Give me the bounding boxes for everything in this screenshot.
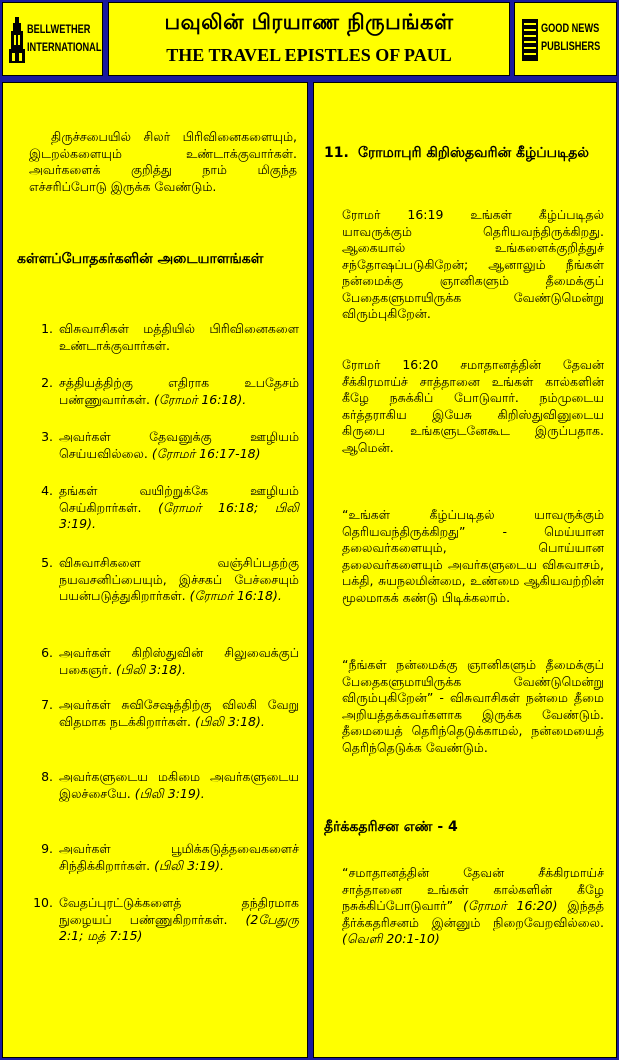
list-number: 10. <box>33 895 53 910</box>
list-number: 6. <box>41 645 53 660</box>
verse-reference: (பிலி 3:18). <box>116 661 186 677</box>
list-item <box>27 429 299 462</box>
list-text: தங்கள் வயிற்றுக்கே ஊழியம் செய்கிறார்கள். (ரோமர் 16:18; பிலி 3:19). <box>59 483 299 531</box>
list-item <box>27 483 299 533</box>
left-column <box>2 82 308 1058</box>
list-number: 7. <box>41 697 53 712</box>
verse-reference: (ரோமர் 16:18). <box>154 391 247 407</box>
list-text: விசுவாசிகளை வஞ்சிப்பதற்கு நயவசனிப்பையும், இச்சகப் பேச்சையும் பயன்படுத்துகிறார்கள். (ரோமர் 16:18). <box>59 555 299 603</box>
list-number: 9. <box>41 841 53 856</box>
verse-reference: (ரோமர் 16:18; பிலி 3:19). <box>59 499 299 531</box>
good-news-logo <box>514 2 617 76</box>
bellwether-logo <box>2 2 103 76</box>
right-column <box>313 82 617 1058</box>
book-icon <box>520 17 540 63</box>
title-banner <box>108 2 510 76</box>
verse-reference: (ரோமர் 16:18). <box>189 588 282 603</box>
romans-16-20-paragraph: ரோமர் 16:20 சமாதானத்தின் தேவன் சீக்கிரமாய்ச் சாத்தானை உங்கள் கால்களின் கீழே நசுக்கிப் போடுவார். நம்முடைய கர்த்தராகிய இயேசு கிறிஸ்துவினுடைய கிருபை உங்களுடனேகூட இருப்பதாக. ஆமென். <box>342 357 604 455</box>
verse-reference: (பிலி 3:19). <box>134 785 205 801</box>
list-text: அவர்கள் கிறிஸ்துவின் சிலுவைக்குப் பகைஞர். (பிலி 3:18). <box>59 645 299 677</box>
section-title: ரோமாபுரி கிறிஸ்தவரின் கீழ்ப்படிதல் <box>358 145 589 161</box>
intro-paragraph: திருச்சபையில் சிலர் பிரிவினைகளையும், இடறல்களையும் உண்டாக்குவார்கள். அவர்களைக் குறித்து நாம் மிகுந்த எச்சரிப்போடு இருக்க வேண்டும். <box>29 129 297 194</box>
prophecy-heading: தீர்க்கதரிசன எண் - 4 <box>324 819 458 835</box>
list-number: 5. <box>41 555 53 570</box>
wisdom-commentary: “நீங்கள் நன்மைக்கு ஞானிகளும் தீமைக்குப் பேதைகளுமாயிருக்க வேண்டுமென்று விரும்புகிறேன்” - விசுவாசிகள் நன்மை தீமை அறியத்தக்கவர்களாக இருக்க வேண்டும். தீமையைத் தெரிந்தெடுக்காமல், நன்மையைத் தெரிந்தெடுக்க வேண்டும். <box>342 657 604 755</box>
verse-reference: (ரோமர் 16:20) <box>463 898 558 913</box>
list-text: அவர்கள் சுவிசேஷத்திற்கு விலகி வேறு விதமாக நடக்கிறார்கள். (பிலி 3:18). <box>59 697 299 729</box>
building-icon <box>8 17 26 63</box>
list-text: அவர்கள் தேவனுக்கு ஊழியம் செய்யவில்லை. (ரோமர் 16:17-18) <box>59 429 299 461</box>
list-number: 2. <box>41 375 53 390</box>
list-item <box>27 555 299 605</box>
list-item <box>27 841 299 874</box>
list-text: அவர்களுடைய மகிமை அவர்களுடைய இலச்சையே. (பிலி 3:19). <box>59 769 299 801</box>
section-heading <box>324 143 608 163</box>
romans-16-19-paragraph: ரோமர் 16:19 உங்கள் கீழ்ப்படிதல் யாவருக்கும் தெரியவந்திருக்கிறது. ஆகையால் உங்களைக்குறித்துச் சந்தோஷப்படுகிறேன்; ஆனாலும் நீங்கள் நன்மைக்கு ஞானிகளும் தீமைக்குப் பேதைகளுமாயிருக்க வேண்டுமென்று விரும்புகிறேன். <box>342 207 604 321</box>
list-text: வேதப்புரட்டுக்களைத் தந்திரமாக நுழையப் பண்ணுகிறார்கள். (2பேதுரு 2:1; மத் 7:15) <box>59 895 299 943</box>
list-number: 8. <box>41 769 53 784</box>
good-news-logo-text: GOOD NEWS PUBLISHERS <box>541 23 601 53</box>
prophecy-paragraph: “சமாதானத்தின் தேவன் சீக்கிரமாய்ச் சாத்தானை உங்கள் கால்களின் கீழே நசுக்கிப்போடுவார்” (ரோமர் 16:20) இந்தத் தீர்க்கதரிசனம் இன்னும் நிறைவேறவில்லை. (வெளி 20:1-10) <box>342 865 605 946</box>
list-number: 3. <box>41 429 53 444</box>
verse-reference: (பிலி 3:19). <box>154 857 224 873</box>
list-text: அவர்கள் பூமிக்கடுத்தவைகளைச் சிந்திக்கிறார்கள். (பிலி 3:19). <box>59 841 299 873</box>
verse-reference: (பிலி 3:18). <box>194 713 265 729</box>
list-item <box>27 895 299 945</box>
section-number: 11. <box>324 145 349 161</box>
verse-reference: (வெளி 20:1-10) <box>342 931 440 946</box>
list-item <box>27 645 299 678</box>
list-text: சத்தியத்திற்கு எதிராக உபதேசம் பண்ணுவார்கள். (ரோமர் 16:18). <box>59 375 299 407</box>
false-teachers-heading: கள்ளப்போதகர்களின் அடையாளங்கள் <box>17 251 264 267</box>
list-item <box>27 375 299 408</box>
obedience-commentary: “உங்கள் கீழ்ப்படிதல் யாவருக்கும் தெரியவந்திருக்கிறது” - மெய்யான தலைவர்களையும், பொய்யான தலைவர்களையும் அவர்களுடைய விசுவாசம், பக்தி, சுயநலமின்மை, உண்மை ஆகியவற்றின் மூலமாகக் கண்டு பிடிக்கலாம். <box>342 507 604 605</box>
bellwether-logo-text: BELLWETHER INTERNATIONAL <box>27 24 102 54</box>
page-title-english: THE TRAVEL EPISTLES OF PAUL <box>166 45 452 65</box>
list-number: 1. <box>41 321 53 336</box>
list-text: விசுவாசிகள் மத்தியில் பிரிவினைகளை உண்டாக்குவார்கள். <box>59 321 299 353</box>
list-item <box>27 697 299 730</box>
verse-reference: (2பேதுரு 2:1; மத் 7:15) <box>59 911 299 943</box>
page-title-tamil: பவுலின் பிரயாண நிருபங்கள் <box>164 10 454 34</box>
list-item <box>27 321 299 354</box>
list-number: 4. <box>41 483 53 498</box>
verse-reference: (ரோமர் 16:17-18) <box>151 445 261 461</box>
list-item <box>27 769 299 802</box>
